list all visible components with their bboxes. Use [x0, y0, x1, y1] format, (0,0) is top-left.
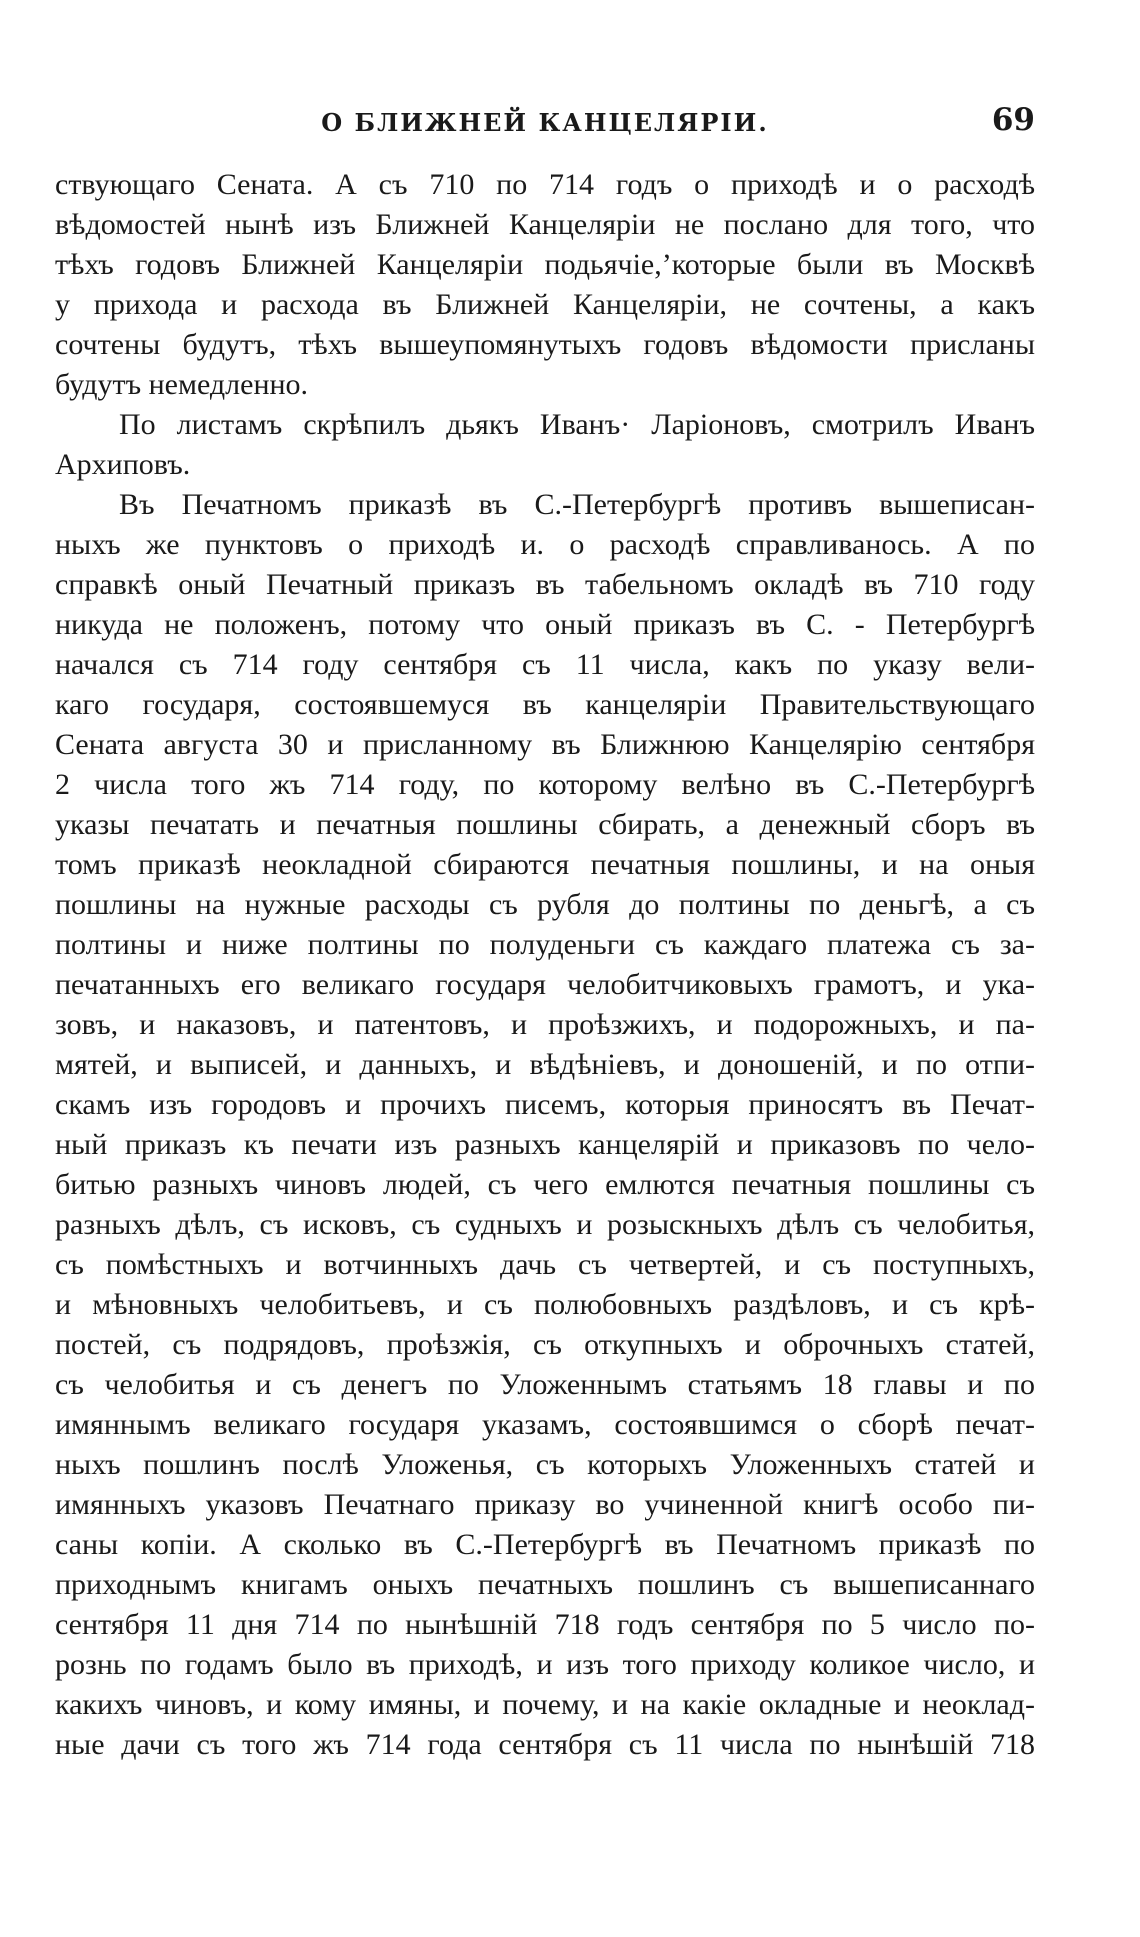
text-line: саны копіи. А сколько въ С.-Петербургѣ въ Печатномъ приказѣ по: [55, 1528, 1035, 1561]
text-line: у прихода и расхода въ Ближней Канцеляріи, не сочтены, а какъ: [55, 288, 1035, 321]
text-line: съ помѣстныхъ и вотчинныхъ дачь съ четвертей, и съ поступныхъ,: [55, 1248, 1035, 1281]
text-line: тѣхъ годовъ Ближней Канцеляріи подьячіе,’которые были въ Москвѣ: [55, 248, 1035, 281]
text-line: томъ приказѣ неокладной сбираются печатныя пошлины, и на оныя: [55, 848, 1035, 881]
text-line: ныхъ же пунктовъ о приходѣ и. о расходѣ справливанось. А по: [55, 528, 1035, 561]
text-line: начался съ 714 году сентября съ 11 числа, какъ по указу вели-: [55, 648, 1035, 681]
text-line: Архиповъ.: [55, 448, 191, 481]
text-line: печатанныхъ его великаго государя челобитчиковыхъ грамотъ, и ука-: [55, 968, 1035, 1001]
text-line: постей, съ подрядовъ, проѣзжія, съ откупныхъ и оброчныхъ статей,: [55, 1328, 1035, 1361]
paragraph-1: [55, 165, 1035, 405]
running-header: [55, 102, 1035, 142]
text-line: Въ Печатномъ приказѣ въ С.-Петербургѣ противъ вышеписан-: [119, 488, 1035, 521]
running-title: О БЛИЖНЕЙ КАНЦЕЛЯРІИ.: [321, 108, 769, 137]
text-line: вѣдомостей нынѣ изъ Ближней Канцеляріи не послано для того, что: [55, 208, 1035, 241]
text-line: приходнымъ книгамъ оныхъ печатныхъ пошлинъ съ вышеписаннаго: [55, 1568, 1035, 1601]
text-line: имяннымъ великаго государя указамъ, состоявшимся о сборѣ печат-: [55, 1408, 1035, 1441]
text-line: сочтены будутъ, тѣхъ вышеупомянутыхъ годовъ вѣдомости присланы: [55, 328, 1035, 361]
text-line: и мѣновныхъ челобитьевъ, и съ полюбовныхъ раздѣловъ, и съ крѣ-: [55, 1288, 1035, 1321]
text-line: каго государя, состоявшемуся въ канцеляріи Правительствующаго: [55, 688, 1035, 721]
text-line: разныхъ дѣлъ, съ исковъ, съ судныхъ и розыскныхъ дѣлъ съ челобитья,: [55, 1208, 1035, 1241]
text-line: пошлины на нужные расходы съ рубля до полтины по деньгѣ, а съ: [55, 888, 1035, 921]
text-line: 2 числа того жъ 714 году, по которому велѣно въ С.-Петербургѣ: [55, 768, 1035, 801]
text-line: мятей, и выписей, и данныхъ, и вѣдѣніевъ, и доношеній, и по отпи-: [55, 1048, 1035, 1081]
page-number: 69: [991, 102, 1035, 138]
text-line: ный приказъ къ печати изъ разныхъ канцелярій и приказовъ по чело-: [55, 1128, 1035, 1161]
body-text: [55, 165, 1035, 1765]
text-line: скамъ изъ городовъ и прочихъ писемъ, которыя приносятъ въ Печат-: [55, 1088, 1035, 1121]
text-line: будутъ немедленно.: [55, 368, 309, 401]
text-line: Сената августа 30 и присланному въ Ближнюю Канцелярію сентября: [55, 728, 1035, 761]
text-line: никуда не положенъ, потому что оный приказъ въ С. - Петербургѣ: [55, 608, 1035, 641]
text-line: какихъ чиновъ, и кому имяны, и почему, и на какіе окладные и неоклад-: [55, 1688, 1035, 1721]
text-line: указы печатать и печатныя пошлины сбирать, а денежный сборъ въ: [55, 808, 1035, 841]
text-line: справкѣ оный Печатный приказъ въ табельномъ окладѣ въ 710 году: [55, 568, 1035, 601]
text-line: зовъ, и наказовъ, и патентовъ, и проѣзжихъ, и подорожныхъ, и па-: [55, 1008, 1035, 1041]
text-line: полтины и ниже полтины по полуденьги съ каждаго платежа съ за-: [55, 928, 1035, 961]
text-line: рознь по годамъ было въ приходѣ, и изъ того приходу коликое число, и: [55, 1648, 1035, 1681]
text-line: имянныхъ указовъ Печатнаго приказу во учиненной книгѣ особо пи-: [55, 1488, 1035, 1521]
text-line: сентября 11 дня 714 по нынѣшній 718 годъ сентября по 5 число по-: [55, 1608, 1035, 1641]
paragraph-2: [55, 405, 1035, 485]
text-line: битью разныхъ чиновъ людей, съ чего емлются печатныя пошлины съ: [55, 1168, 1035, 1201]
text-line: съ челобитья и съ денегъ по Уложеннымъ статьямъ 18 главы и по: [55, 1368, 1035, 1401]
text-line: По листамъ скрѣпилъ дьякъ Иванъ· Ларіоновъ, смотрилъ Иванъ: [119, 408, 1035, 441]
paragraph-3: [55, 485, 1035, 1765]
text-line: ные дачи съ того жъ 714 года сентября съ 11 числа по нынѣшій 718: [55, 1728, 1035, 1761]
text-line: ствующаго Сената. А съ 710 по 714 годъ о приходѣ и о расходѣ: [55, 168, 1035, 201]
text-line: ныхъ пошлинъ послѣ Уложенья, съ которыхъ Уложенныхъ статей и: [55, 1448, 1035, 1481]
